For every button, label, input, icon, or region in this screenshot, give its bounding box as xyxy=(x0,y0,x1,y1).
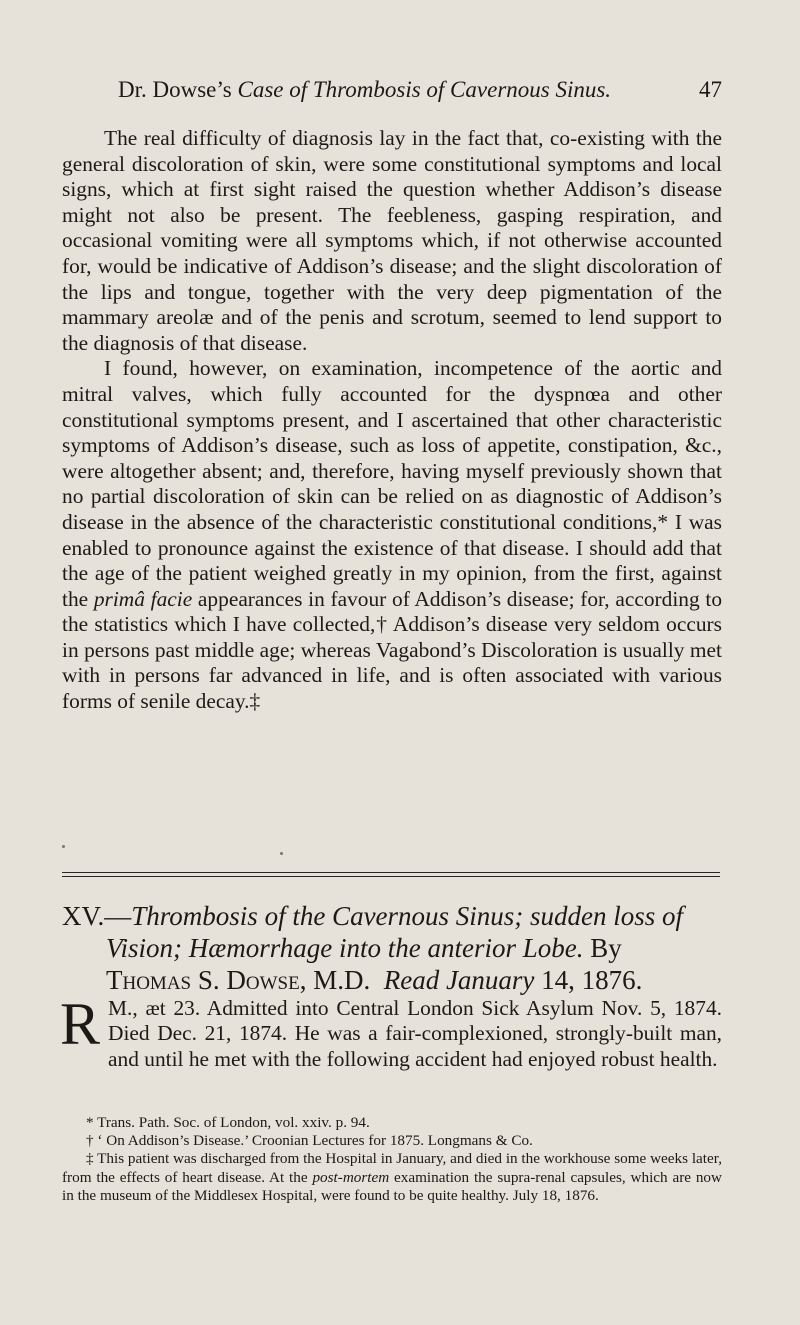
section-heading-line-3 xyxy=(62,964,722,996)
print-speck xyxy=(280,852,283,855)
case-paragraph xyxy=(60,991,722,1072)
section-author: Thomas S. Dowse, M.D. xyxy=(106,965,371,995)
title-italic: Case of Thrombosis of Cavernous Sinus. xyxy=(237,77,612,102)
paragraph-2 xyxy=(62,356,722,714)
section-divider-top xyxy=(62,872,720,873)
section-by: By xyxy=(583,933,622,963)
paragraph-1: The real difficulty of diagnosis lay in the fact that, co-existing with the general discoloration of skin, were some constitutional symptoms and local signs, which at first sight raised the question whether Addison’s disease might not also be present. The feebleness, gasping respiration, and occasional vomiting were all symptoms which, if not otherwise accounted for, would be indicative of Addison’s disease; and the slight discoloration of the lips and tongue, together with the very deep pigmentation of the mammary areolæ and of the penis and scrotum, seemed to lend support to the diagnosis of that disease. xyxy=(62,126,722,355)
section-title-part-1: Thrombosis of the Cavernous Sinus; sudden loss of xyxy=(131,901,684,931)
main-text xyxy=(62,126,722,715)
paragraph-2-part-b: appearances in favour of Addison’s disease; for, according to the statistics which I have collected,† Addison’s disease very seldom occurs in persons past middle age; whereas Vagabond’s Discoloration is usually met with in persons far advanced in life, and is often associated with various forms of senile decay.‡ xyxy=(62,586,723,714)
paragraph-2-part-a: I found, however, on examination, incompetence of the aortic and mitral valves, which fully accounted for the dyspnœa and other constitutional symptoms present, and I ascertained that other characteristic symptoms of Addison’s disease, such as loss of appetite, constipation, &c., were altogether absent; and, therefore, having myself previously shown that no partial discoloration of skin can be relied on as diagnostic of Addison’s disease in the absence of the characteristic constitutional conditions,* I was enabled to pronounce against the existence of that disease. I should add that the age of the patient weighed greatly in my opinion, from the first, against the xyxy=(62,356,722,611)
section-number: XV.— xyxy=(62,901,132,931)
print-speck xyxy=(62,845,65,848)
footnotes xyxy=(62,1114,722,1205)
case-text: M., æt 23. Admitted into Central London Sick Asylum Nov. 5, 1874. Died Dec. 21, 1874. He was a fair-complexioned, strongly-built man, and until he met with the following accident had enjoyed robust health. xyxy=(108,996,722,1071)
title-prefix: Dr. Dowse’s xyxy=(118,77,238,102)
page-number: 47 xyxy=(699,77,722,102)
paragraph-2-italic: primâ facie xyxy=(93,586,193,611)
section-heading-line-2 xyxy=(62,932,722,964)
section-title-part-2: Vision; Hæmorrhage into the anterior Lobe. xyxy=(106,933,584,963)
running-head xyxy=(118,76,722,104)
footnote-2: † ‘ On Addison’s Disease.’ Croonian Lectures for 1875. Longmans & Co. xyxy=(86,1132,533,1150)
section-read-label: Read January xyxy=(383,965,535,995)
drop-cap: R xyxy=(60,991,101,1057)
section-read-date: 14, 1876. xyxy=(534,965,643,995)
section-heading-line-1 xyxy=(62,900,722,932)
running-head-title xyxy=(118,76,611,104)
footnote-3 xyxy=(62,1150,722,1205)
section-divider-bottom xyxy=(62,876,720,877)
section-heading xyxy=(62,900,722,996)
footnote-3-part-a: ‡ This patient was discharged from the Hospital in January, and died in the workhouse some weeks later, from the effects of heart disease. At the xyxy=(62,1150,722,1186)
footnote-1: * Trans. Path. Soc. of London, vol. xxiv. p. 94. xyxy=(86,1114,370,1131)
footnote-3-italic: post-mortem xyxy=(312,1168,390,1186)
footnote-3-part-b: examination the supra-renal capsules, which are now in the museum of the Middlesex Hospital, were found to be quite healthy. July 18, 1876. xyxy=(62,1168,722,1204)
